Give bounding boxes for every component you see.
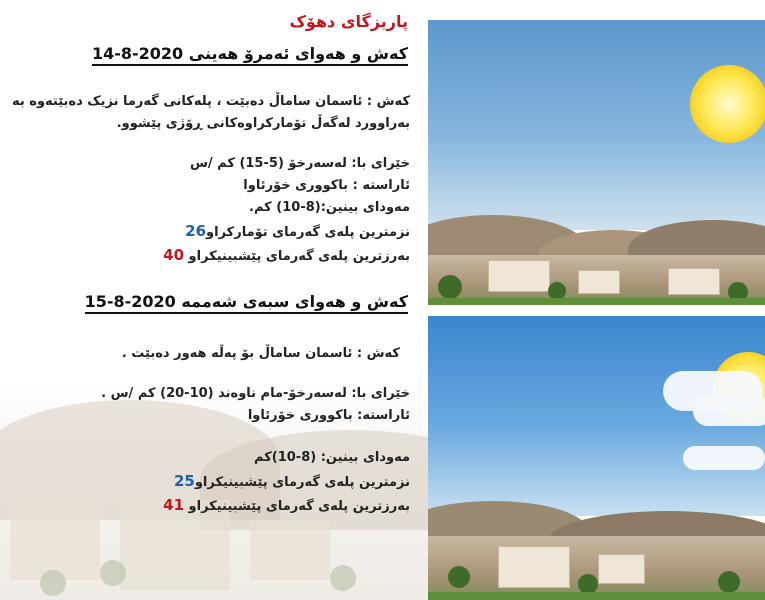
day1-min-label: نزمترین پلەی گەرمای تۆمارکراو	[206, 225, 410, 240]
page-title: پاریزگای دهۆک	[289, 12, 408, 31]
day1-weather-line1: کەش : ئاسمان ساماڵ دەبێت ، پلەکانی گەرما نزیک دەبێتەوە بە	[12, 94, 410, 109]
day1-weather-line2: بەراوورد لەگەڵ تۆمارکراوەکانی ڕۆژی پێشوو.	[116, 116, 410, 131]
day2-wind-speed: خێرای با: لەسەرخۆ-مام ناوەند (10-20) کم /س .	[101, 386, 410, 401]
today-weather-photo	[428, 20, 765, 305]
day2-min-label: نزمترین پلەی گەرمای پێشبینیکراو	[194, 475, 410, 490]
day1-min-value: 26	[185, 222, 207, 240]
day2-max-value: 41	[163, 496, 185, 514]
day2-heading: کەش و هەوای سبەی شەممە 2020-8-15	[85, 292, 408, 314]
day1-max-value: 40	[163, 246, 185, 264]
day1-max-temp	[163, 246, 410, 264]
day2-min-temp	[174, 472, 410, 490]
day1-visibility: مەودای بینین:(8-10) کم.	[249, 200, 410, 215]
day2-wind-direction: ئاراستە: باکووری خۆرئاوا	[247, 408, 410, 423]
day1-max-label: بەرزترین پلەی گەرمای پێشبینیکراو	[188, 249, 410, 264]
day2-min-value: 25	[173, 472, 195, 490]
sun-icon	[690, 65, 765, 143]
day2-max-label: بەرزترین پلەی گەرمای پێشبینیکراو	[188, 499, 410, 514]
day1-min-temp	[185, 222, 410, 240]
day2-max-temp	[163, 496, 410, 514]
tomorrow-weather-photo	[428, 316, 765, 600]
day1-wind-direction: ئاراستە : باکووری خۆرئاوا	[243, 178, 410, 193]
day1-heading: کەش و هەوای ئەمرۆ هەینی 2020-8-14	[92, 44, 408, 66]
day1-wind-speed: خێرای با: لەسەرخۆ (5-15) کم /س	[189, 156, 410, 171]
day2-weather-line1: کەش : ئاسمان ساماڵ بۆ پەڵە هەور دەبێت .	[121, 346, 400, 361]
day2-visibility: مەودای بینین: (8-10)کم	[254, 450, 410, 465]
